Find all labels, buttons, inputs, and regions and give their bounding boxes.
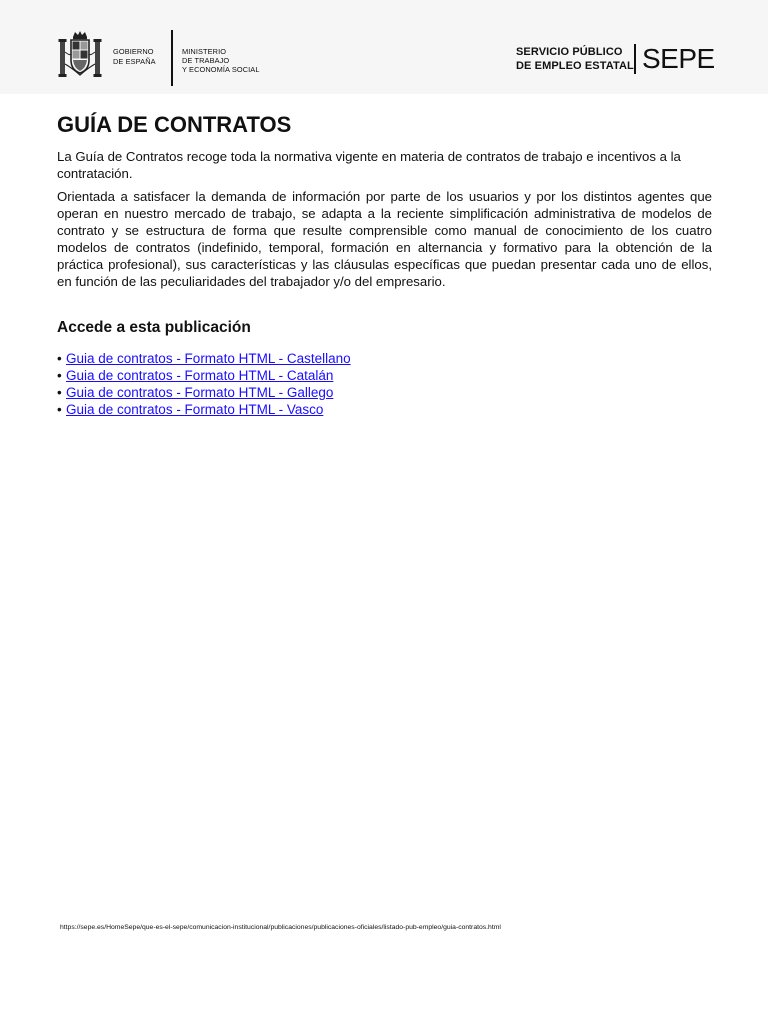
page-title: GUÍA DE CONTRATOS xyxy=(57,112,292,137)
bullet-icon: • xyxy=(57,351,62,366)
publication-section-title: Accede a esta publicación xyxy=(57,319,251,336)
list-item xyxy=(57,384,351,401)
government-label: GOBIERNO DE ESPAÑA xyxy=(113,47,156,66)
ministry-label: MINISTERIO DE TRABAJO Y ECONOMÍA SOCIAL xyxy=(182,47,260,75)
link-castellano[interactable]: Guia de contratos - Formato HTML - Castellano xyxy=(66,351,351,366)
sepe-divider xyxy=(634,44,636,74)
intro-paragraph: La Guía de Contratos recoge toda la normativa vigente en materia de contratos de trabajo e incentivos a la contratación. xyxy=(57,149,681,181)
link-catalan[interactable]: Guia de contratos - Formato HTML - Catalán xyxy=(66,368,334,383)
bullet-icon: • xyxy=(57,385,62,400)
bullet-icon: • xyxy=(57,402,62,417)
list-item xyxy=(57,401,351,418)
publication-links-list xyxy=(57,350,351,418)
description-paragraph: Orientada a satisfacer la demanda de información por parte de los usuarios y por los distintos agentes que operan en nuestro mercado de trabajo, se adapta a la reciente simplificación administrativa de modelos de contrato y se estructura de forma que resulte comprensible como manual de conocimiento de los cuatro modelos de contratos (indefinido, temporal, formación en alternancia y formativo para la obtención de la práctica profesional), sus características y las cláusulas específicas que puedan presentar cada uno de ellos, en función de las peculiaridades del trabajador y/o del empresario. xyxy=(57,189,712,289)
spain-coat-of-arms-icon xyxy=(56,30,104,82)
list-item xyxy=(57,350,351,367)
link-vasco[interactable]: Guia de contratos - Formato HTML - Vasco xyxy=(66,402,324,417)
bullet-icon: • xyxy=(57,368,62,383)
sepe-service-label: SERVICIO PÚBLICO DE EMPLEO ESTATAL xyxy=(516,46,634,72)
list-item xyxy=(57,367,351,384)
link-gallego[interactable]: Guia de contratos - Formato HTML - Gallego xyxy=(66,385,334,400)
sepe-logo: SEPE xyxy=(642,43,715,74)
footer-url: https://sepe.es/HomeSepe/que-es-el-sepe/comunicacion-institucional/publicaciones/publicaciones-oficiales/listado-pub-empleo/guia-contratos.html xyxy=(60,924,501,931)
header-divider xyxy=(171,30,173,86)
page-header xyxy=(0,0,768,94)
